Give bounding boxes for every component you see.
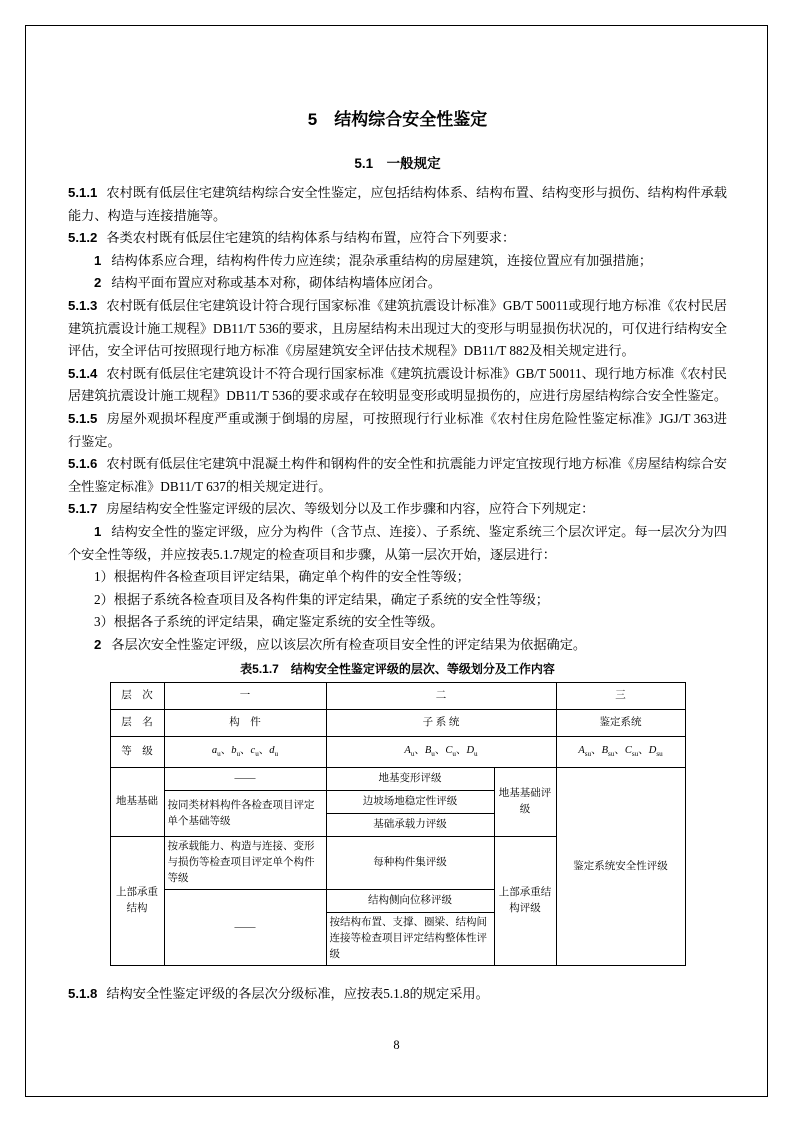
- clause-number: 5.1.8: [68, 986, 98, 1002]
- clause-5-1-7-item-1: [68, 521, 727, 566]
- item-text: 结构体系应合理，结构构件传力应连续；混杂承重结构的房屋建筑，连接位置应有加强措施；: [111, 252, 653, 268]
- item-number: 2: [94, 636, 102, 652]
- clause-number: 5.1.4: [68, 365, 98, 381]
- section-heading: 5.1 一般规定: [354, 156, 441, 171]
- cell-tier-2: 二: [326, 683, 556, 710]
- cell-member-check: 按承载能力、构造与连接、变形与损伤等检查项目评定单个构件等级: [164, 837, 326, 890]
- clause-text: 各类农村既有低层住宅建筑的结构体系与结构布置，应符合下列要求：: [106, 230, 516, 246]
- cell-ground-deformation: 地基变形评级: [326, 768, 494, 791]
- cell-lateral-displacement: 结构侧向位移评级: [326, 890, 494, 913]
- cell-foundation-rating: 地基基础评级: [494, 768, 556, 837]
- cell-name-system: 鉴定系统: [556, 710, 685, 737]
- clause-5-1-8: [68, 983, 727, 1006]
- item-text: 结构安全性的鉴定评级，应分为构件（含节点、连接）、子系统、鉴定系统三个层次评定。每一层次分为四个安全性等级，并应按表5.1.7规定的检查项目和步骤，从第一层次开始，逐层进行：: [68, 523, 727, 562]
- clause-text: 房屋结构安全性鉴定评级的层次、等级划分以及工作步骤和内容，应符合下列规定：: [106, 501, 595, 517]
- clause-5-1-2-item-1: [68, 250, 727, 273]
- cell-name-subsystem: 子 系 统: [326, 710, 556, 737]
- clause-number: 5.1.7: [68, 501, 98, 517]
- cell-superstructure-label: 上部承重结构: [110, 837, 164, 966]
- clause-5-1-7-step-3: 3）根据各子系统的评定结果，确定鉴定系统的安全性等级。: [94, 614, 444, 630]
- item-number: 1: [94, 523, 102, 539]
- cell-grade-subsystem: $A_u$、$B_u$、$C_u$、$D_u$: [326, 737, 556, 768]
- clause-number: 5.1.3: [68, 297, 98, 313]
- clause-5-1-7-step-2: 2）根据子系统各检查项目及各构件集的评定结果，确定子系统的安全性等级；: [94, 591, 549, 607]
- table-caption: 表5.1.7 结构安全性鉴定评级的层次、等级划分及工作内容: [240, 662, 555, 677]
- clause-number: 5.1.5: [68, 410, 98, 426]
- clause-text: 结构安全性鉴定评级的各层次分级标准，应按表5.1.8的规定采用。: [106, 986, 489, 1002]
- cell-superstructure-dash: ——: [164, 890, 326, 966]
- item-text: 各层次安全性鉴定评级，应以该层次所有检查项目安全性的评定结果为依据确定。: [111, 636, 587, 652]
- page-number: 8: [393, 1038, 400, 1052]
- clause-text: 农村既有低层住宅建筑中混凝土构件和钢构件的安全性和抗震能力评定宜按现行地方标准《房屋结构综合安全性鉴定标准》DB11/T 637的相关规定进行。: [68, 456, 727, 494]
- cell-superstructure-rating: 上部承重结构评级: [494, 837, 556, 966]
- clause-5-1-5: [68, 408, 727, 453]
- cell-tier-1: 一: [164, 683, 326, 710]
- item-text: 结构平面布置应对称或基本对称，砌体结构墙体应闭合。: [111, 275, 442, 291]
- clause-text: 农村既有低层住宅建筑设计符合现行国家标准《建筑抗震设计标准》GB/T 50011或现行地方标准《农村民居建筑抗震设计施工规程》DB11/T 536的要求，且房屋结构未出现过大的变形与明显损伤状况的，可仅进行结构安全评估，安全评估可按照现行地方标准《房屋建筑安全评估技术规程》DB11/T 882及相关规定进行。: [68, 297, 728, 359]
- cell-tier-3: 三: [556, 683, 685, 710]
- cell-level-label: 层 次: [110, 683, 164, 710]
- clause-text: 农村既有低层住宅建筑设计不符合现行国家标准《建筑抗震设计标准》GB/T 50011、现行地方标准《农村民居建筑抗震设计施工规程》DB11/T 536的要求或存在较明显变形或明显损伤的，应进行房屋结构综合安全性鉴定。: [68, 365, 728, 404]
- clause-5-1-2-item-2: [68, 272, 727, 295]
- item-number: 1: [94, 252, 102, 268]
- cell-member-set-rating: 每种构件集评级: [326, 837, 494, 890]
- table-5-1-7: [110, 682, 686, 966]
- cell-grade-label: 等 级: [110, 737, 164, 768]
- cell-foundation-label: 地基基础: [110, 768, 164, 837]
- clause-5-1-6: [68, 453, 727, 498]
- cell-foundation-dash: ——: [164, 768, 326, 791]
- clause-text: 房屋外观损坏程度严重或濒于倒塌的房屋，可按照现行行业标准《农村住房危险性鉴定标准》JGJ/T 363进行鉴定。: [68, 410, 727, 449]
- clause-text: 农村既有低层住宅建筑结构综合安全性鉴定，应包括结构体系、结构布置、结构变形与损伤、结构构件承载能力、构造与连接措施等。: [68, 185, 727, 223]
- clause-5-1-7-item-2: [68, 634, 727, 657]
- cell-grade-component: $a_u$、$b_u$、$c_u$、$d_u$: [164, 737, 326, 768]
- cell-name-label: 层 名: [110, 710, 164, 737]
- clause-5-1-2: [68, 227, 727, 250]
- cell-grade-system: $A_{su}$、$B_{su}$、$C_{su}$、$D_{su}$: [556, 737, 685, 768]
- cell-foundation-capacity: 基础承载力评级: [326, 814, 494, 837]
- cell-foundation-check: 按同类材料构件各检查项目评定单个基础等级: [164, 791, 326, 837]
- clause-5-1-4: [68, 363, 727, 408]
- item-number: 2: [94, 275, 102, 291]
- page-content: [68, 110, 727, 1006]
- clause-5-1-3: [68, 295, 727, 363]
- clause-5-1-7: [68, 498, 727, 521]
- clause-number: 5.1.6: [68, 456, 98, 472]
- cell-slope-stability: 边坡场地稳定性评级: [326, 791, 494, 814]
- cell-name-component: 构 件: [164, 710, 326, 737]
- clause-5-1-7-step-1: 1）根据构件各检查项目评定结果，确定单个构件的安全性等级；: [94, 569, 470, 585]
- clause-number: 5.1.1: [68, 185, 98, 200]
- clause-number: 5.1.2: [68, 230, 98, 246]
- cell-integrity-check: 按结构布置、支撑、圈梁、结构间连接等检查项目评定结构整体性评级: [326, 913, 494, 966]
- clause-5-1-1: [68, 182, 727, 227]
- page-title: 5 结构综合安全性鉴定: [307, 110, 488, 129]
- cell-system-rating: 鉴定系统安全性评级: [556, 768, 685, 966]
